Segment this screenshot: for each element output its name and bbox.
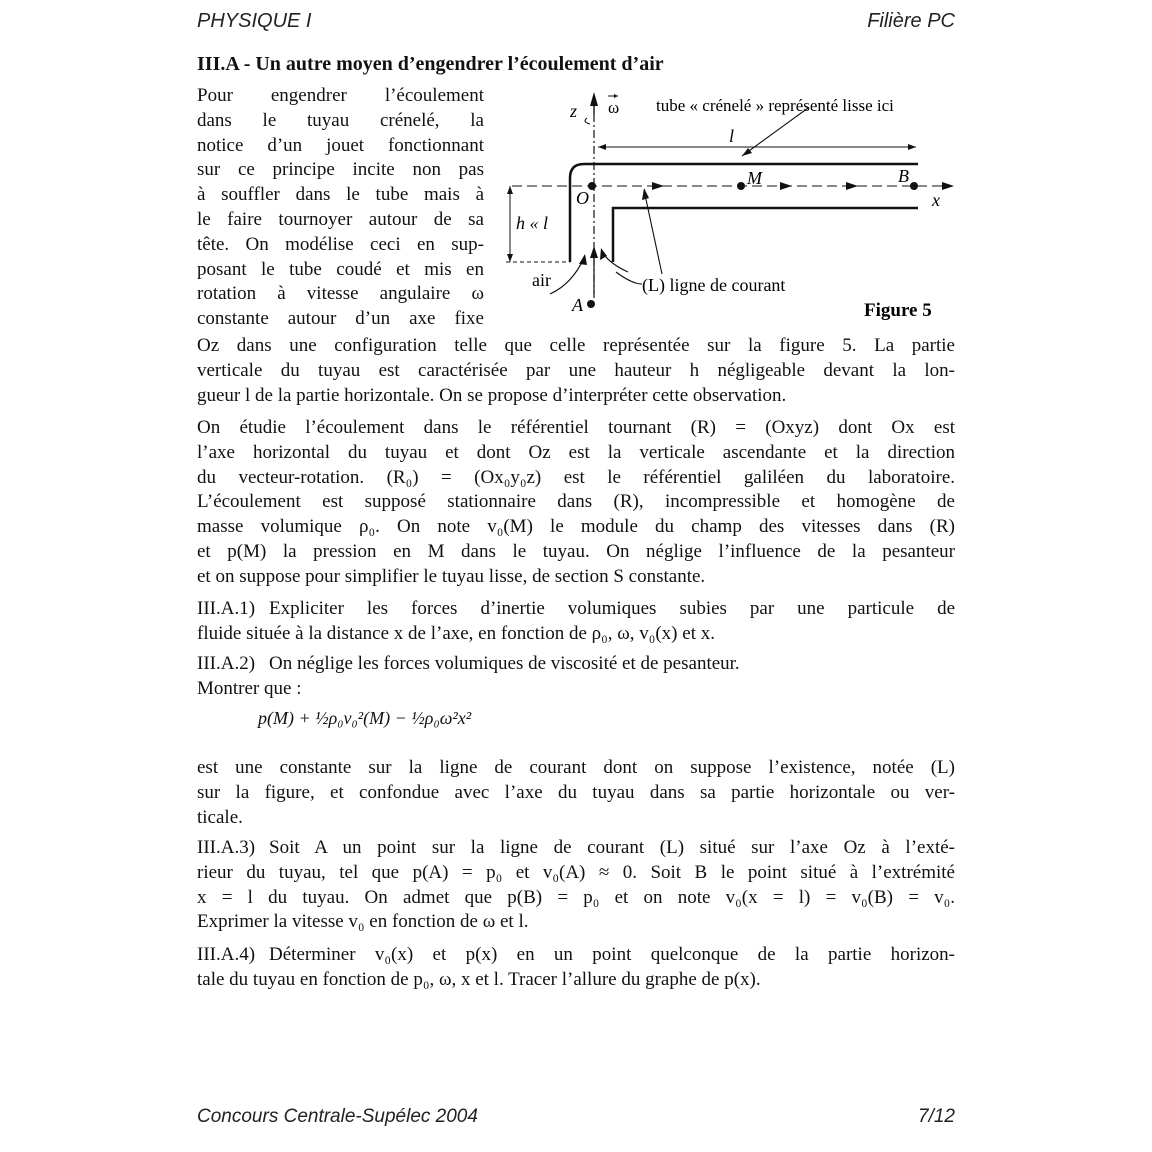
bernoulli-formula: p(M) + ½ρ₀v₀²(M) − ½ρ₀ω²x² <box>258 708 472 728</box>
question-text: Déterminer v₀(x) et p(x) en un point quelconque de la partie horizon- <box>269 944 955 965</box>
point-a-label: A <box>572 295 583 315</box>
figure-caption: Figure 5 <box>864 300 932 321</box>
intro-line: le faire tournoyer autour de sa <box>197 208 484 230</box>
question-2-continuation <box>197 756 955 830</box>
tube-label: tube « crénelé » représenté lisse ici <box>656 96 894 115</box>
question-text: est une constante sur la ligne de courant dont on suppose l’existence, notée (L) <box>197 757 955 778</box>
intro-line: constante autour d’un axe fixe <box>197 308 484 330</box>
paragraph-line: et on suppose pour simplifier le tuyau lisse, de section S constante. <box>197 565 706 587</box>
intro-line: sur ce principe incite non pas <box>197 159 484 181</box>
paragraph-line: On étudie l’écoulement dans le référentiel tournant (R) = (Oxyz) dont Ox est <box>197 417 955 438</box>
intro-full-line: verticale du tuyau est caractérisée par une hauteur h négligeable devant la lon- <box>197 359 955 381</box>
question-4 <box>197 943 955 993</box>
question-text: Montrer que : <box>197 677 302 699</box>
intro-line: tête. On modélise ceci en sup- <box>197 233 484 255</box>
question-text: Expliciter les forces d’inertie volumiques subies par une particule de <box>269 598 955 619</box>
question-text: ticale. <box>197 806 243 828</box>
axis-x-label: x <box>932 190 940 210</box>
question-number: III.A.1) <box>197 598 256 619</box>
length-label: l <box>729 126 735 146</box>
question-text: Soit A un point sur la ligne de courant (L) situé sur l’axe Oz à l’exté- <box>269 837 955 858</box>
intro-line: à souffler dans le tube mais à <box>197 184 484 206</box>
question-number: III.A.3) <box>197 837 256 858</box>
question-text: tale du tuyau en fonction de p₀, ω, x et l. Tracer l’allure du graphe de p(x). <box>197 968 761 990</box>
paragraph-line: du vecteur-rotation. (R₀) = (Ox₀y₀z) est le référentiel galiléen du laboratoire. <box>197 466 955 488</box>
question-2 <box>197 652 955 702</box>
intro-line: rotation à vitesse angulaire ω <box>197 283 484 305</box>
question-1 <box>197 597 955 647</box>
paragraph-line: et p(M) la pression en M dans le tuyau. On néglige l’influence de la pesanteur <box>197 540 955 562</box>
question-text: rieur du tuyau, tel que p(A) = p₀ et v₀(A) ≈ 0. Soit B le point situé à l’extrémité <box>197 861 955 883</box>
section-title: III.A - Un autre moyen d’engendrer l’écoulement d’air <box>197 53 664 75</box>
header-track: Filière PC <box>867 10 955 32</box>
point-o-label: O <box>576 188 589 208</box>
intro-full-line: gueur l de la partie horizontale. On se propose d’interpréter cette observation. <box>197 384 787 406</box>
question-number: III.A.4) <box>197 944 256 965</box>
paragraph-line: l’axe horizontal du tuyau et dont Oz est la verticale ascendante et la direction <box>197 441 955 463</box>
question-text: fluide située à la distance x de l’axe, en fonction de ρ₀, ω, v₀(x) et x. <box>197 622 715 644</box>
question-text: x = l du tuyau. On admet que p(B) = p₀ et on note v₀(x = l) = v₀(B) = v₀. <box>197 886 955 908</box>
intro-full-line: Oz dans une configuration telle que celle représentée sur la figure 5. La partie <box>197 335 955 356</box>
footer-contest: Concours Centrale-Supélec 2004 <box>197 1106 478 1127</box>
omega-label: ω <box>608 98 620 117</box>
intro-line: dans le tuyau crénelé, la <box>197 109 484 131</box>
header-subject: PHYSIQUE I <box>197 10 312 32</box>
intro-line: posant le tube coudé et mis en <box>197 258 484 280</box>
page-number: 7/12 <box>918 1106 955 1127</box>
h-label: h « l <box>516 213 549 233</box>
question-text: On néglige les forces volumiques de viscosité et de pesanteur. <box>269 653 740 674</box>
paragraph-line: masse volumique ρ₀. On note v₀(M) le module du champ des vitesses dans (R) <box>197 516 955 538</box>
question-text: Exprimer la vitesse v₀ en fonction de ω et l. <box>197 911 529 933</box>
question-number: III.A.2) <box>197 653 256 674</box>
question-text: sur la figure, et confondue avec l’axe du tuyau dans sa partie horizontale ou ver- <box>197 781 955 803</box>
figure-5 <box>492 84 962 324</box>
intro-line: notice d’un jouet fonctionnant <box>197 134 484 156</box>
paragraph-2 <box>197 416 955 590</box>
intro-line: Pour engendrer l’écoulement <box>197 85 484 106</box>
axis-z-label: z <box>570 101 578 121</box>
streamline-label: (L) ligne de courant <box>642 275 786 295</box>
point-b-label: B <box>898 166 909 186</box>
intro-column <box>197 84 484 332</box>
question-3 <box>197 836 955 935</box>
air-label: air <box>532 270 551 290</box>
point-m-label: M <box>747 168 762 188</box>
paragraph-line: L’écoulement est supposé stationnaire dans (R), incompressible et homogène de <box>197 491 955 513</box>
intro-continuation <box>197 334 955 408</box>
